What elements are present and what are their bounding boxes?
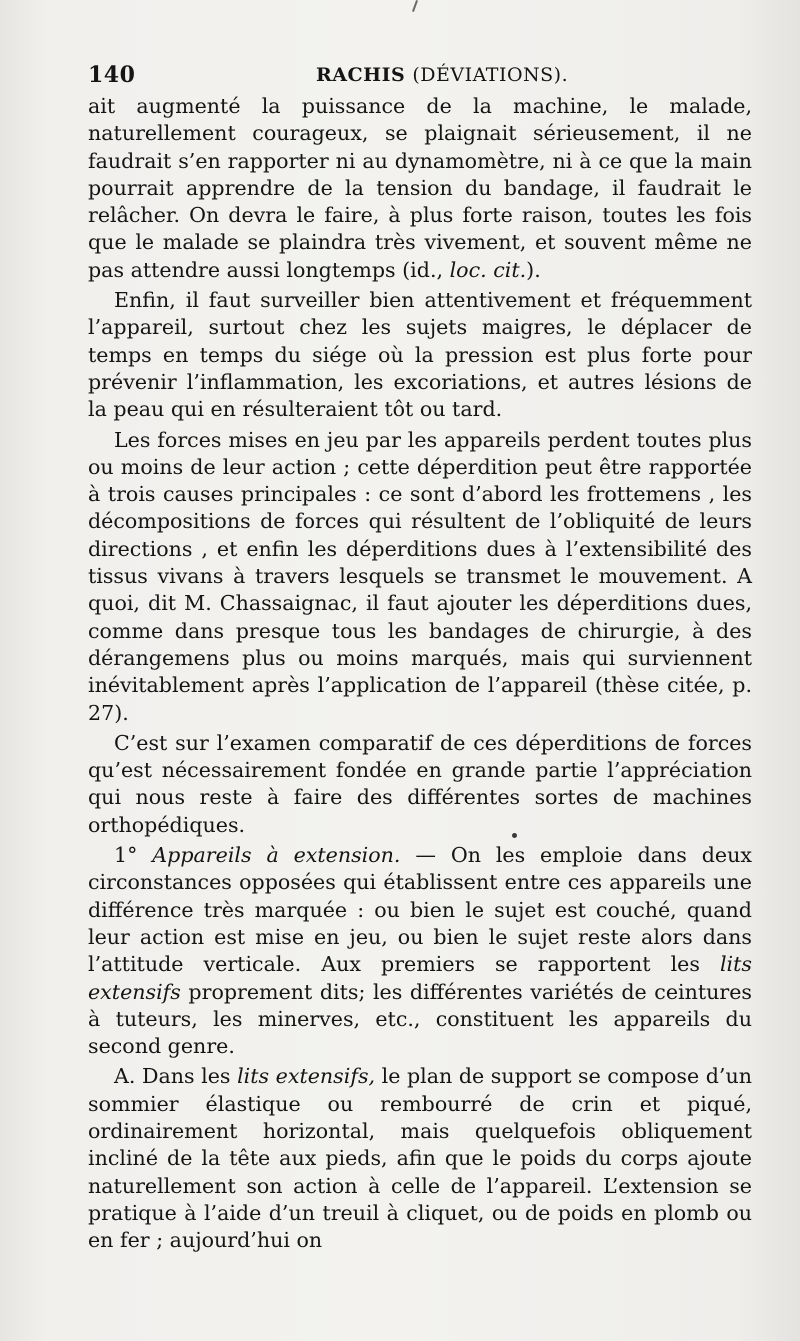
paragraph-forces: Les forces mises en jeu par les appareils perdent toutes plus ou moins de leur action ; cette déperdition peut être rapportée à trois causes principales : ce sont d’abord les frottemens , les décompositions de forces qui résultent de l’obliquité de leurs directions , et enfin les déperditions dues à l’extensibilité des tissus vivans à travers lesquels se transmet le mouvement. A quoi, dit M. Chassaignac, il faut ajouter les déperditions dues, comme dans presque tous les bandages de chirurgie, à des dérangemens plus ou moins marqués, mais qui surviennent inévitablement après l’application de l’appareil (thèse citée, p. 27). xyxy=(88,427,752,725)
paragraph-continuation: ait augmenté la puissance de la machine, le malade, naturellement courageux, se plaignait sérieusement, il ne faudrait s’en rapporter ni au dynamomètre, ni à ce que la main pourrait apprendre de la tension du bandage, il faudrait le relâcher. On devra le faire, à plus forte raison, toutes les fois que le malade se plaindra très vivement, et souvent même ne pas attendre aussi longtemps (id., loc. cit.). xyxy=(88,94,752,282)
running-head-paren: (DÉVIATIONS). xyxy=(412,64,569,86)
running-head-main: RACHIS xyxy=(316,64,406,86)
section-appareils-extension: 1° Appareils à extension. — On les emploie dans deux circonstances opposées qui établissent entre ces appareils une différence très marquée : ou bien le sujet est couché, quand leur action est mise en jeu, ou bien le sujet reste alors dans l’attitude verticale. Aux premiers se rapportent les lits extensifs proprement dits; les différentes variétés de ceintures à tuteurs, les minerves, etc., constituent les appareils du second genre. xyxy=(88,843,752,1059)
paragraph-surveillance: Enfin, il faut surveiller bien attentivement et fréquemment l’appareil, surtout chez les sujets maigres, le déplacer de temps en temps du siége où la pression est plus forte pour prévenir l’inflammation, les excoriations, et autres lésions de la peau qui en résulteraient tôt ou tard. xyxy=(88,288,752,422)
ink-speck xyxy=(512,833,517,838)
page-number: 140 xyxy=(88,62,136,88)
ink-mark xyxy=(412,0,418,12)
citation-italic: loc. cit. xyxy=(449,257,527,282)
running-head xyxy=(316,64,568,86)
paragraph-examen: C’est sur l’examen comparatif de ces déperditions de forces qu’est nécessairement fondée en grande partie l’appréciation qui nous reste à faire des différentes sortes de machines orthopédiques. xyxy=(88,730,752,837)
body-text xyxy=(88,93,752,1257)
term-italic: lits extensifs xyxy=(88,952,752,1004)
section-heading-italic: Appareils à extension. xyxy=(152,843,401,868)
term-italic: lits extensifs, xyxy=(237,1064,376,1089)
subsection-lits-extensifs: A. Dans les lits extensifs, le plan de support se compose d’un sommier élastique ou rembourré de crin et piqué, ordinairement horizontal, mais quelquefois obliquement incliné de la tête aux pieds, afin que le poids du corps ajoute naturellement son action à celle de l’appareil. L’extension se pratique à l’aide d’un treuil à cliquet, ou de poids en plomb ou en fer ; aujourd’hui on xyxy=(88,1064,752,1253)
page-header xyxy=(88,58,752,92)
